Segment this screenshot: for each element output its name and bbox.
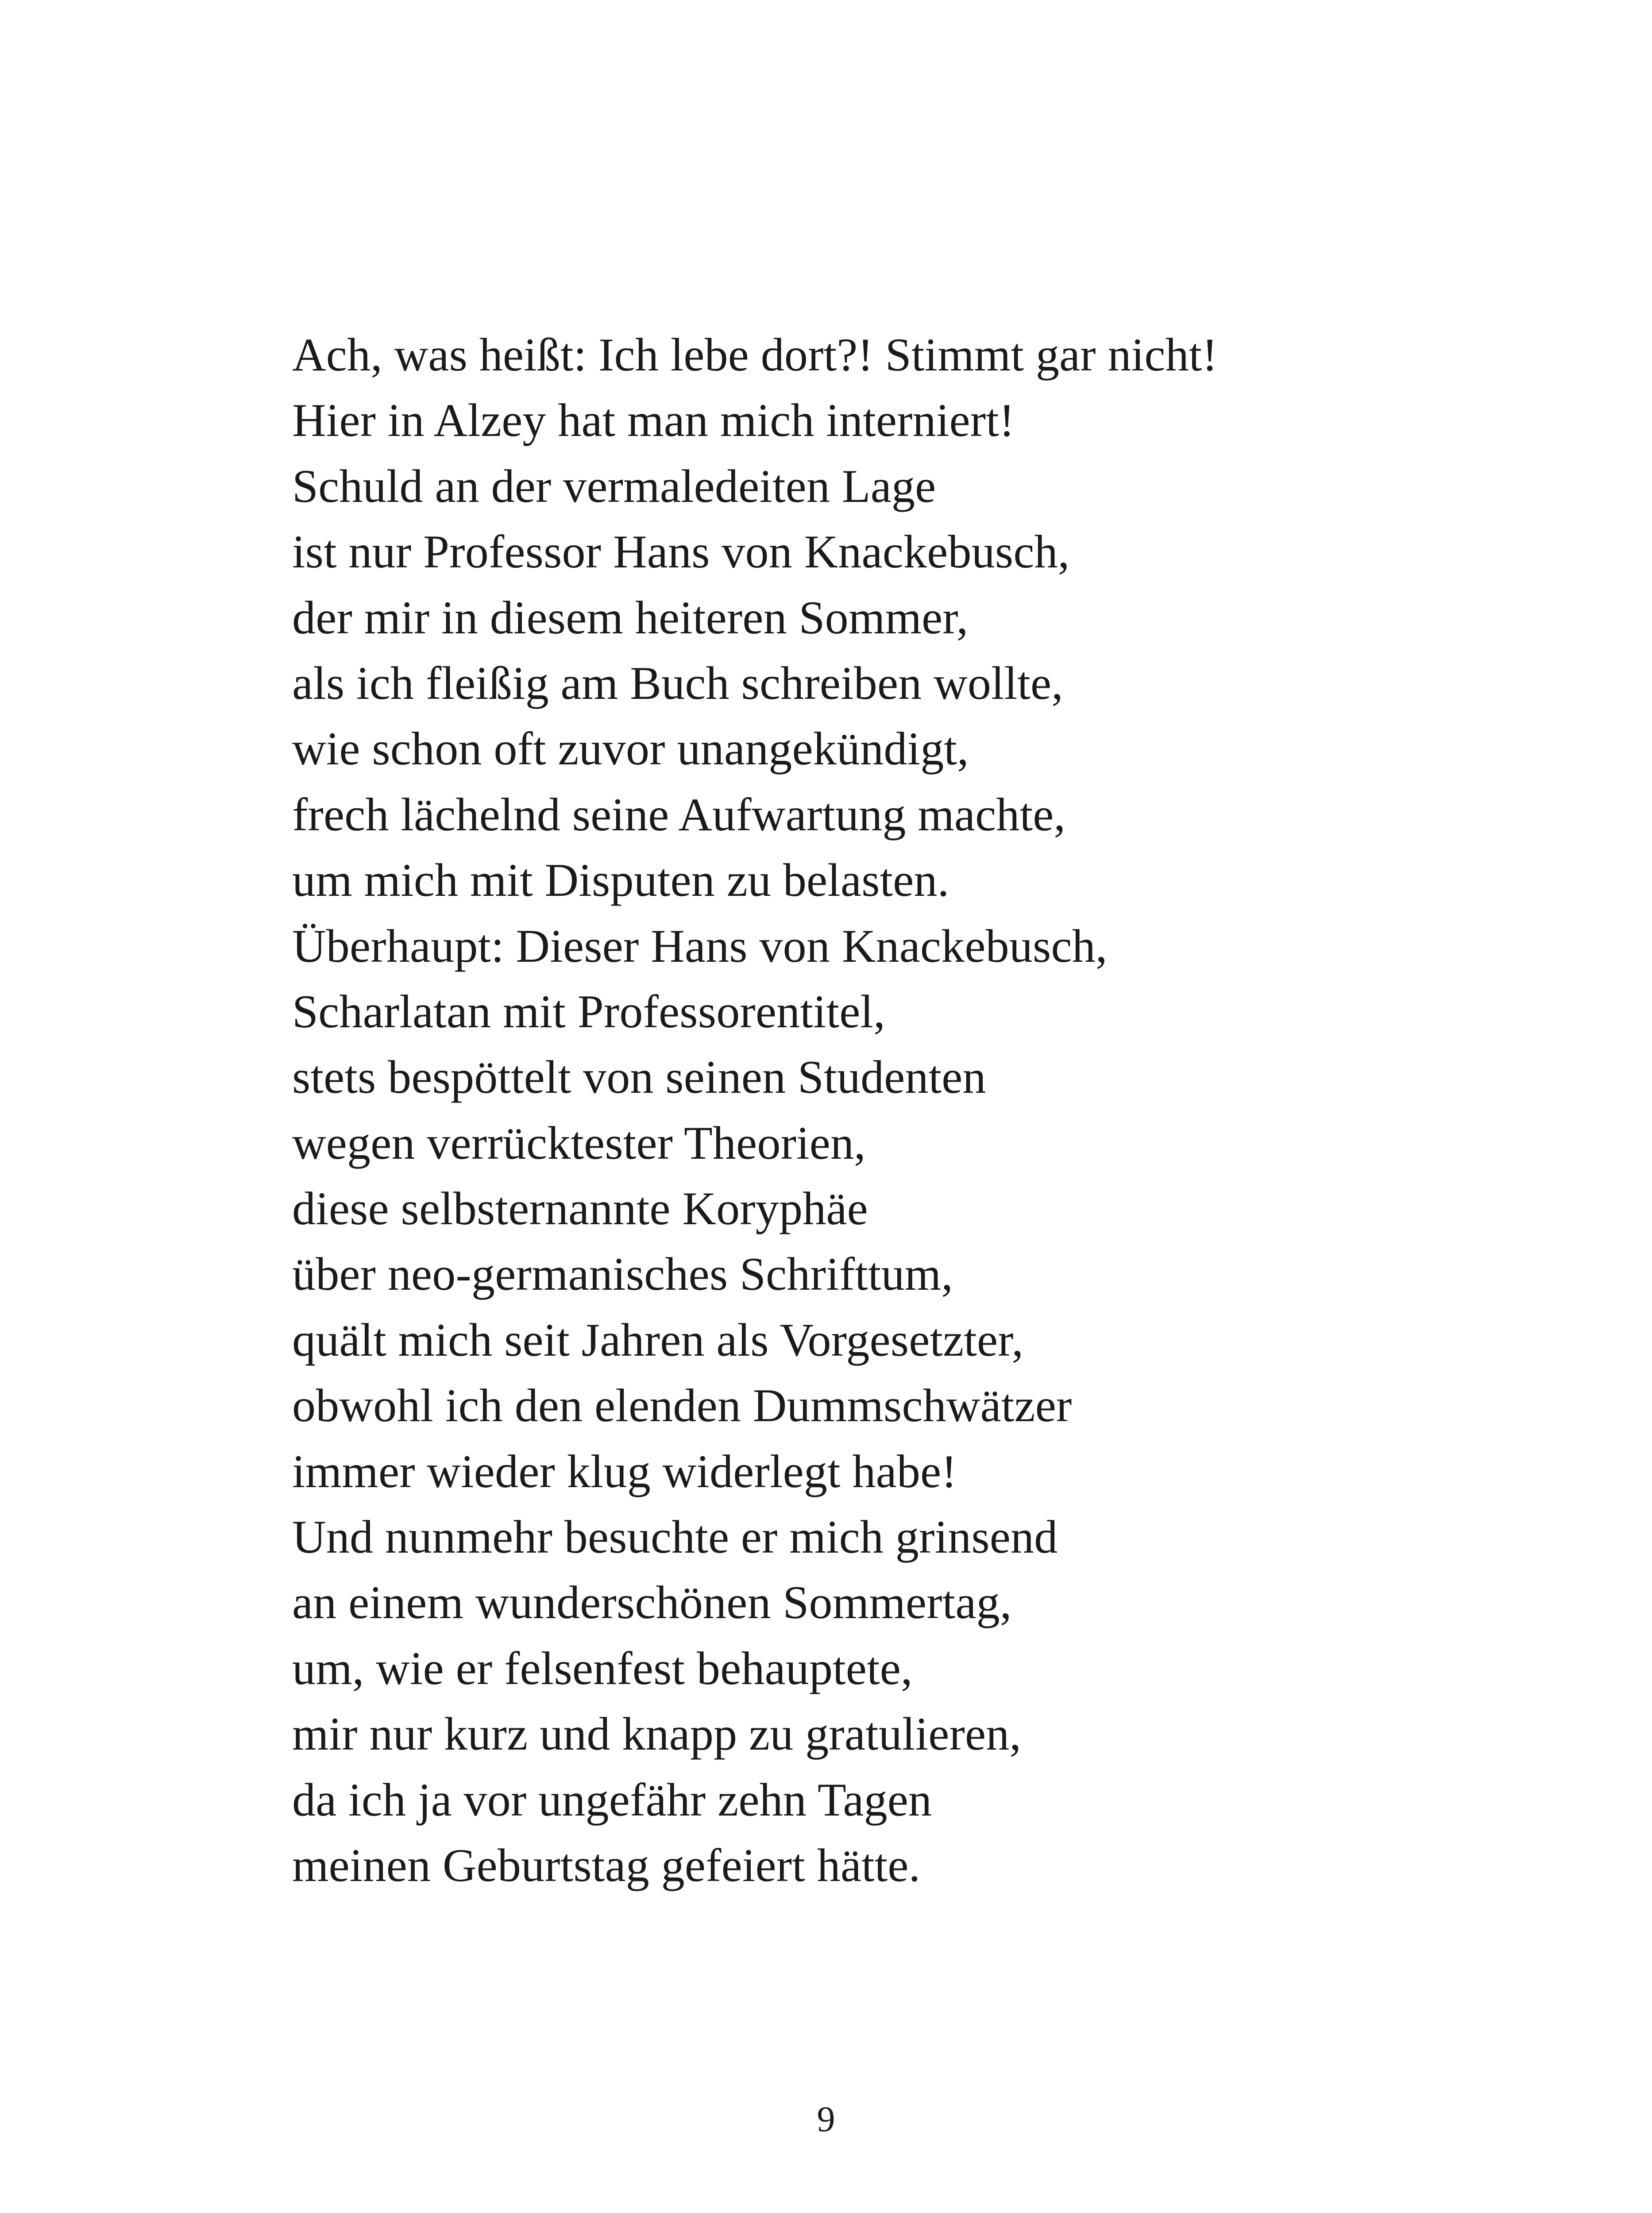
poem-line: Und nunmehr besuchte er mich grinsend [292, 1511, 1058, 1563]
poem-line: über neo-germanisches Schrifttum, [292, 1248, 953, 1300]
poem-line: da ich ja vor ungefähr zehn Tagen [292, 1773, 932, 1826]
poem-line: Schuld an der vermaledeiten Lage [292, 460, 936, 512]
poem-line: mir nur kurz und knapp zu gratulieren, [292, 1708, 1022, 1760]
page-number: 9 [817, 2099, 835, 2139]
poem-line: obwohl ich den elenden Dummschwätzer [292, 1380, 1072, 1432]
poem-line: meinen Geburtstag gefeiert hätte. [292, 1839, 921, 1891]
poem-line: frech lächelnd seine Aufwartung machte, [292, 788, 1066, 840]
poem-line: ist nur Professor Hans von Knackebusch, [292, 526, 1070, 578]
poem-line: immer wieder klug widerlegt habe! [292, 1445, 957, 1497]
poem-line: Scharlatan mit Professorentitel, [292, 985, 885, 1037]
poem-line: an einem wunderschönen Sommertag, [292, 1577, 1012, 1629]
poem-line: Ach, was heißt: Ich lebe dort?! Stimmt gar nicht! [292, 329, 1218, 381]
poem-line: um mich mit Disputen zu belasten. [292, 854, 950, 906]
poem-line: wegen verrücktester Theorien, [292, 1117, 866, 1169]
poem-line: der mir in diesem heiteren Sommer, [292, 591, 969, 644]
poem-line: diese selbsternannte Koryphäe [292, 1183, 868, 1235]
poem-line: stets bespöttelt von seinen Studenten [292, 1051, 986, 1103]
poem-line: Überhaupt: Dieser Hans von Knackebusch, [292, 920, 1108, 972]
poem-line: quält mich seit Jahren als Vorgesetzter, [292, 1314, 1024, 1366]
poem-line: um, wie er felsenfest behauptete, [292, 1642, 913, 1694]
poem-line: als ich fleißig am Buch schreiben wollte, [292, 657, 1063, 709]
poem-line: Hier in Alzey hat man mich interniert! [292, 394, 1015, 447]
poem-line: wie schon oft zuvor unangekündigt, [292, 723, 969, 775]
poem-text [292, 322, 1218, 1898]
